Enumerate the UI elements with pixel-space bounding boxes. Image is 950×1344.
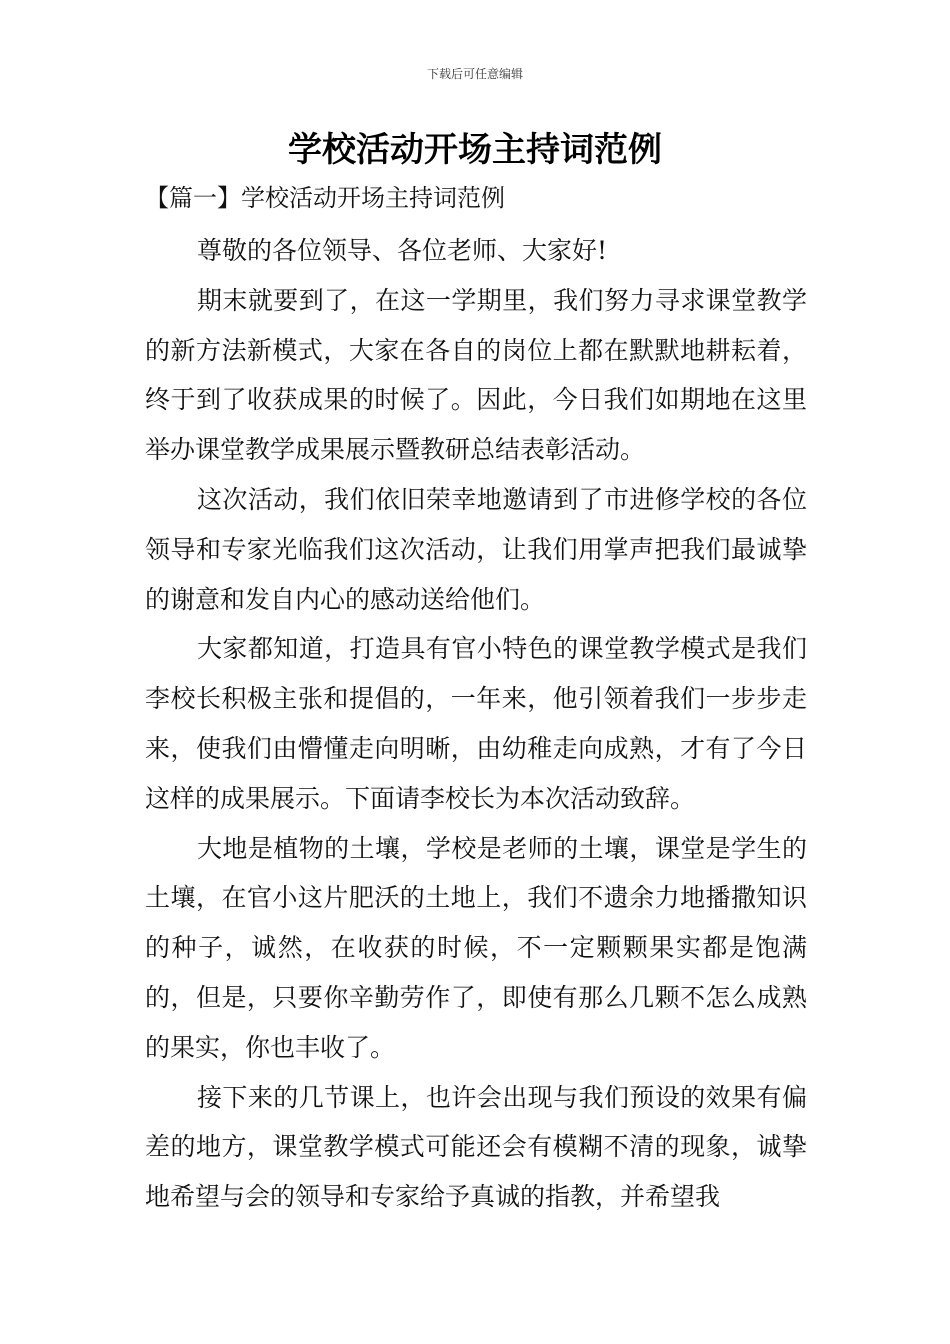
paragraph: 接下来的几节课上，也许会出现与我们预设的效果有偏差的地方，课堂教学模式可能还会有模糊不清的现象，诚挚地希望与会的领导和专家给予真诚的指教，并希望我 [145,1082,807,1212]
paragraph-greeting: 尊敬的各位领导、各位老师、大家好! [197,236,608,265]
paragraph: 大家都知道，打造具有官小特色的课堂教学模式是我们李校长积极主张和提倡的，一年来，他引领着我们一步步走来，使我们由懵懂走向明晰，由幼稚走向成熟，才有了今日这样的成果展示。下面请李校长为本次活动致辞。 [145,634,807,813]
header-note: 下载后可任意编辑 [426,67,523,81]
paragraph: 这次活动，我们依旧荣幸地邀请到了市进修学校的各位领导和专家光临我们这次活动，让我们用掌声把我们最诚挚的谢意和发自内心的感动送给他们。 [145,484,807,614]
paragraph: 大地是植物的土壤，学校是老师的土壤，课堂是学生的土壤，在官小这片肥沃的土地上，我们不遗余力地播撒知识的种子，诚然，在收获的时候，不一定颗颗果实都是饱满的，但是，只要你辛勤劳作了，即使有那么几颗不怎么成熟的果实，你也丰收了。 [145,833,807,1062]
section-heading: 【篇一】学校活动开场主持词范例 [145,184,505,212]
paragraph: 期末就要到了，在这一学期里，我们努力寻求课堂教学的新方法新模式，大家在各自的岗位上都在默默地耕耘着，终于到了收获成果的时候了。因此，今日我们如期地在这里举办课堂教学成果展示暨教研总结表彰活动。 [145,285,807,465]
document-title: 学校活动开场主持词范例 [288,130,662,170]
body-text [145,226,807,1222]
